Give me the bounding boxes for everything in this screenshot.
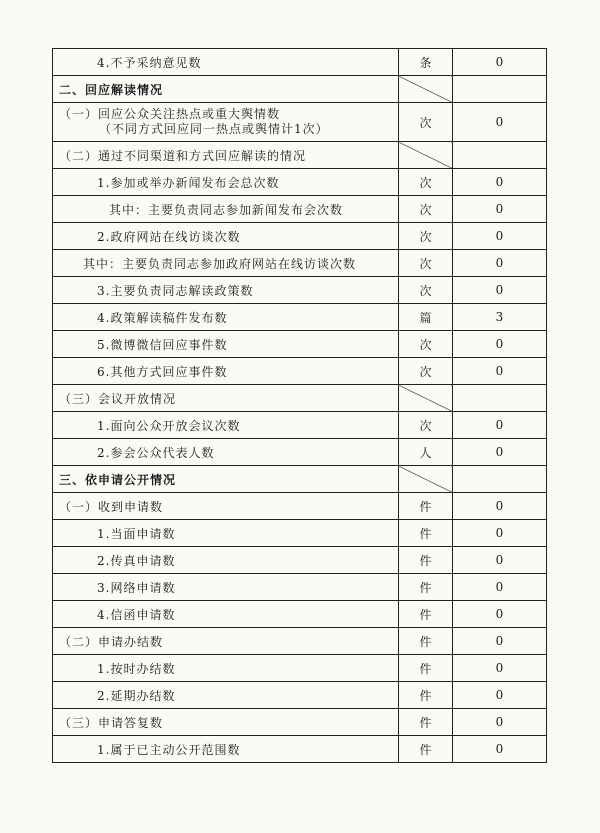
row-label: 其中：主要负责同志参加新闻发布会次数 bbox=[53, 196, 399, 223]
row-unit: 次 bbox=[399, 331, 453, 358]
row-unit: 次 bbox=[399, 103, 453, 142]
row-value: 3 bbox=[453, 304, 547, 331]
row-label: （一）收到申请数 bbox=[53, 493, 399, 520]
table-row bbox=[53, 412, 547, 439]
row-unit: 件 bbox=[399, 601, 453, 628]
section-row bbox=[53, 76, 547, 103]
row-value: 0 bbox=[453, 169, 547, 196]
row-label: 5.微博微信回应事件数 bbox=[53, 331, 399, 358]
table-row bbox=[53, 331, 547, 358]
empty-cell bbox=[453, 76, 547, 103]
table-row bbox=[53, 277, 547, 304]
table-row bbox=[53, 49, 547, 76]
row-value: 0 bbox=[453, 574, 547, 601]
row-value: 0 bbox=[453, 709, 547, 736]
section-heading: 三、依申请公开情况 bbox=[53, 466, 399, 493]
row-unit: 次 bbox=[399, 358, 453, 385]
row-unit: 件 bbox=[399, 736, 453, 763]
row-unit: 件 bbox=[399, 547, 453, 574]
subsection-row bbox=[53, 385, 547, 412]
row-unit: 件 bbox=[399, 655, 453, 682]
row-label: 1.参加或举办新闻发布会总次数 bbox=[53, 169, 399, 196]
row-label-line2: （不同方式回应同一热点或舆情计1次） bbox=[99, 122, 329, 136]
row-value: 0 bbox=[453, 628, 547, 655]
subsection-row bbox=[53, 142, 547, 169]
table-row bbox=[53, 601, 547, 628]
row-label: 2.参会公众代表人数 bbox=[53, 439, 399, 466]
row-unit: 件 bbox=[399, 628, 453, 655]
row-unit: 篇 bbox=[399, 304, 453, 331]
row-unit: 次 bbox=[399, 412, 453, 439]
row-unit: 次 bbox=[399, 196, 453, 223]
row-unit: 次 bbox=[399, 169, 453, 196]
row-label: 1.属于已主动公开范围数 bbox=[53, 736, 399, 763]
row-label-line1: （一）回应公众关注热点或重大舆情数 bbox=[59, 107, 281, 121]
table-row bbox=[53, 196, 547, 223]
row-label: 2.传真申请数 bbox=[53, 547, 399, 574]
row-value: 0 bbox=[453, 223, 547, 250]
row-unit: 次 bbox=[399, 223, 453, 250]
section-heading: 二、回应解读情况 bbox=[53, 76, 399, 103]
table-row bbox=[53, 655, 547, 682]
subsection-heading: （三）会议开放情况 bbox=[53, 385, 399, 412]
table-row bbox=[53, 547, 547, 574]
row-value: 0 bbox=[453, 547, 547, 574]
row-unit: 件 bbox=[399, 574, 453, 601]
table-row bbox=[53, 574, 547, 601]
row-value: 0 bbox=[453, 439, 547, 466]
row-unit: 件 bbox=[399, 493, 453, 520]
table-row bbox=[53, 358, 547, 385]
row-unit: 件 bbox=[399, 709, 453, 736]
row-value: 0 bbox=[453, 412, 547, 439]
row-value: 0 bbox=[453, 358, 547, 385]
row-unit: 件 bbox=[399, 520, 453, 547]
row-value: 0 bbox=[453, 601, 547, 628]
row-unit: 次 bbox=[399, 277, 453, 304]
table-row bbox=[53, 103, 547, 142]
row-value: 0 bbox=[453, 736, 547, 763]
row-value: 0 bbox=[453, 331, 547, 358]
table-row bbox=[53, 493, 547, 520]
table-row bbox=[53, 250, 547, 277]
subsection-heading: （二）通过不同渠道和方式回应解读的情况 bbox=[53, 142, 399, 169]
row-value: 0 bbox=[453, 196, 547, 223]
row-label: 4.政策解读稿件发布数 bbox=[53, 304, 399, 331]
row-unit: 条 bbox=[399, 49, 453, 76]
row-label: 2.延期办结数 bbox=[53, 682, 399, 709]
row-unit: 人 bbox=[399, 439, 453, 466]
row-value: 0 bbox=[453, 493, 547, 520]
diagonal-cell bbox=[399, 385, 453, 412]
row-label: 4.信函申请数 bbox=[53, 601, 399, 628]
table-row bbox=[53, 169, 547, 196]
row-label: 3.主要负责同志解读政策数 bbox=[53, 277, 399, 304]
row-unit: 件 bbox=[399, 682, 453, 709]
table-row bbox=[53, 628, 547, 655]
empty-cell bbox=[453, 466, 547, 493]
row-label: 2.政府网站在线访谈次数 bbox=[53, 223, 399, 250]
table-row bbox=[53, 682, 547, 709]
diagonal-cell bbox=[399, 466, 453, 493]
row-value: 0 bbox=[453, 655, 547, 682]
row-label bbox=[53, 103, 399, 142]
row-label: 1.面向公众开放会议次数 bbox=[53, 412, 399, 439]
table-row bbox=[53, 520, 547, 547]
row-label: 1.按时办结数 bbox=[53, 655, 399, 682]
table-row bbox=[53, 304, 547, 331]
row-value: 0 bbox=[453, 520, 547, 547]
row-label: （三）申请答复数 bbox=[53, 709, 399, 736]
row-label: 1.当面申请数 bbox=[53, 520, 399, 547]
row-value: 0 bbox=[453, 103, 547, 142]
diagonal-cell bbox=[399, 76, 453, 103]
row-value: 0 bbox=[453, 49, 547, 76]
row-value: 0 bbox=[453, 682, 547, 709]
statistics-table bbox=[52, 48, 547, 763]
row-value: 0 bbox=[453, 277, 547, 304]
diagonal-cell bbox=[399, 142, 453, 169]
section-row bbox=[53, 466, 547, 493]
empty-cell bbox=[453, 385, 547, 412]
row-label: 6.其他方式回应事件数 bbox=[53, 358, 399, 385]
row-value: 0 bbox=[453, 250, 547, 277]
row-label: 3.网络申请数 bbox=[53, 574, 399, 601]
empty-cell bbox=[453, 142, 547, 169]
table-row bbox=[53, 736, 547, 763]
table-row bbox=[53, 223, 547, 250]
row-unit: 次 bbox=[399, 250, 453, 277]
table-row bbox=[53, 439, 547, 466]
row-label: （二）申请办结数 bbox=[53, 628, 399, 655]
table-row bbox=[53, 709, 547, 736]
row-label: 其中：主要负责同志参加政府网站在线访谈次数 bbox=[53, 250, 399, 277]
row-label: 4.不予采纳意见数 bbox=[53, 49, 399, 76]
